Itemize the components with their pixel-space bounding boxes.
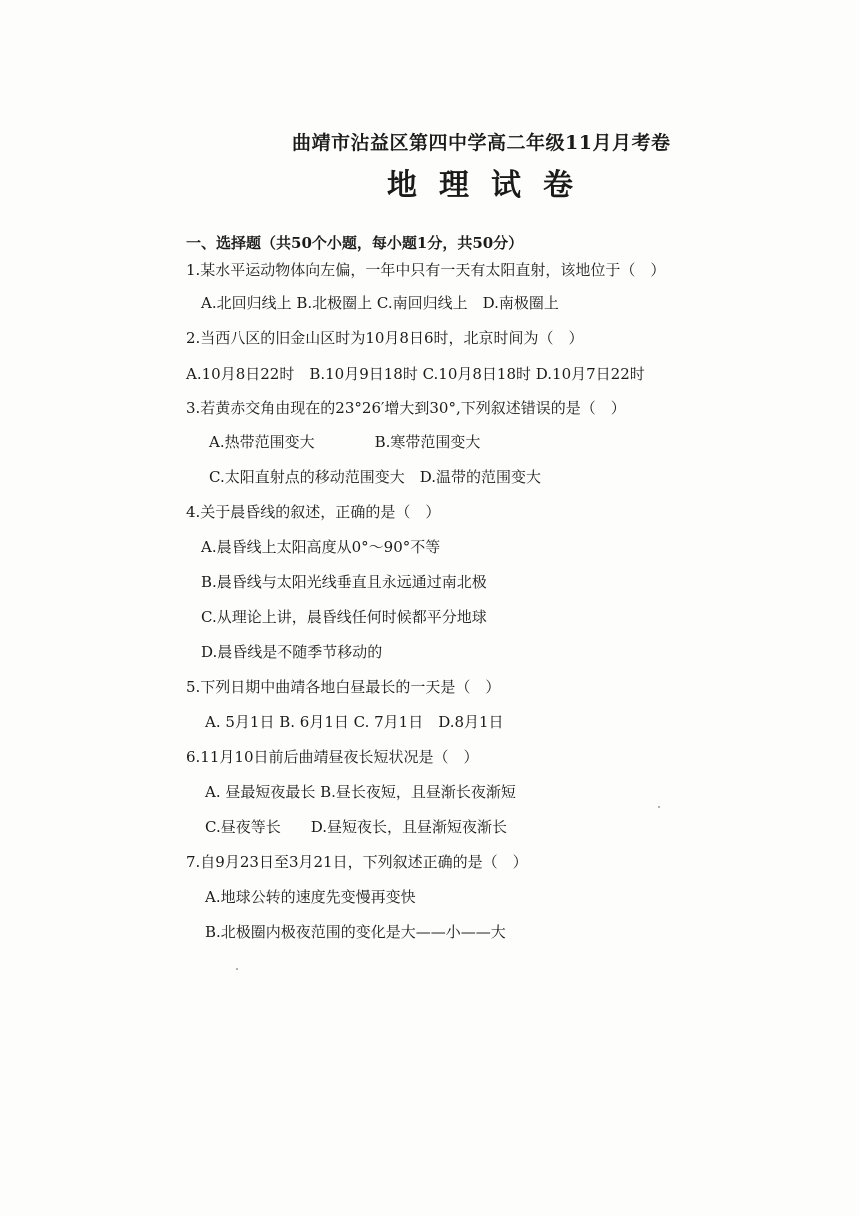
question-7-option-a: A.地球公转的速度先变慢再变快	[205, 888, 416, 906]
exam-subtitle: 曲靖市沾益区第四中学高二年级11月月考卷	[292, 132, 671, 154]
question-3-options-row-2: C.太阳直射点的移动范围变大 D.温带的范围变大	[209, 468, 541, 486]
question-7-stem: 7.自9月23日至3月21日，下列叙述正确的是（ ）	[186, 853, 528, 871]
question-3-stem: 3.若黄赤交角由现在的23°26′增大到30°,下列叙述错误的是（ ）	[186, 399, 626, 417]
question-4-option-d: D.晨昏线是不随季节移动的	[201, 643, 383, 661]
question-3-options-row-1: A.热带范围变大 B.寒带范围变大	[209, 433, 481, 451]
scan-speck	[658, 806, 660, 808]
question-5-stem: 5.下列日期中曲靖各地白昼最长的一天是（ ）	[186, 678, 501, 696]
question-4-option-b: B.晨昏线与太阳光线垂直且永远通过南北极	[201, 573, 487, 591]
exam-title: 地理试卷	[387, 168, 595, 203]
question-6-options-row-1: A. 昼最短夜最长 B.昼长夜短，且昼渐长夜渐短	[205, 783, 516, 801]
scan-speck	[236, 968, 238, 970]
question-6-options-row-2: C.昼夜等长 D.昼短夜长，且昼渐短夜渐长	[205, 818, 507, 836]
question-1-stem: 1.某水平运动物体向左偏，一年中只有一天有太阳直射，该地位于（ ）	[186, 261, 666, 279]
section-heading: 一、选择题（共50个小题，每小题1分，共50分）	[186, 234, 524, 252]
question-5-options: A. 5月1日 B. 6月1日 C. 7月1日 D.8月1日	[205, 713, 504, 731]
question-4-stem: 4.关于晨昏线的叙述，正确的是（ ）	[186, 503, 441, 521]
question-4-option-a: A.晨昏线上太阳高度从0°～90°不等	[201, 538, 441, 556]
question-6-stem: 6.11月10日前后曲靖昼夜长短状况是（ ）	[186, 748, 479, 766]
question-7-option-b: B.北极圈内极夜范围的变化是大——小——大	[205, 923, 506, 941]
question-2-options: A.10月8日22时 B.10月9日18时 C.10月8日18时 D.10月7日22时	[186, 365, 645, 383]
question-1-options: A.北回归线上 B.北极圈上 C.南回归线上 D.南极圈上	[201, 294, 559, 312]
question-2-stem: 2.当西八区的旧金山区时为10月8日6时，北京时间为（ ）	[186, 329, 584, 347]
question-4-option-c: C.从理论上讲，晨昏线任何时候都平分地球	[201, 608, 487, 626]
